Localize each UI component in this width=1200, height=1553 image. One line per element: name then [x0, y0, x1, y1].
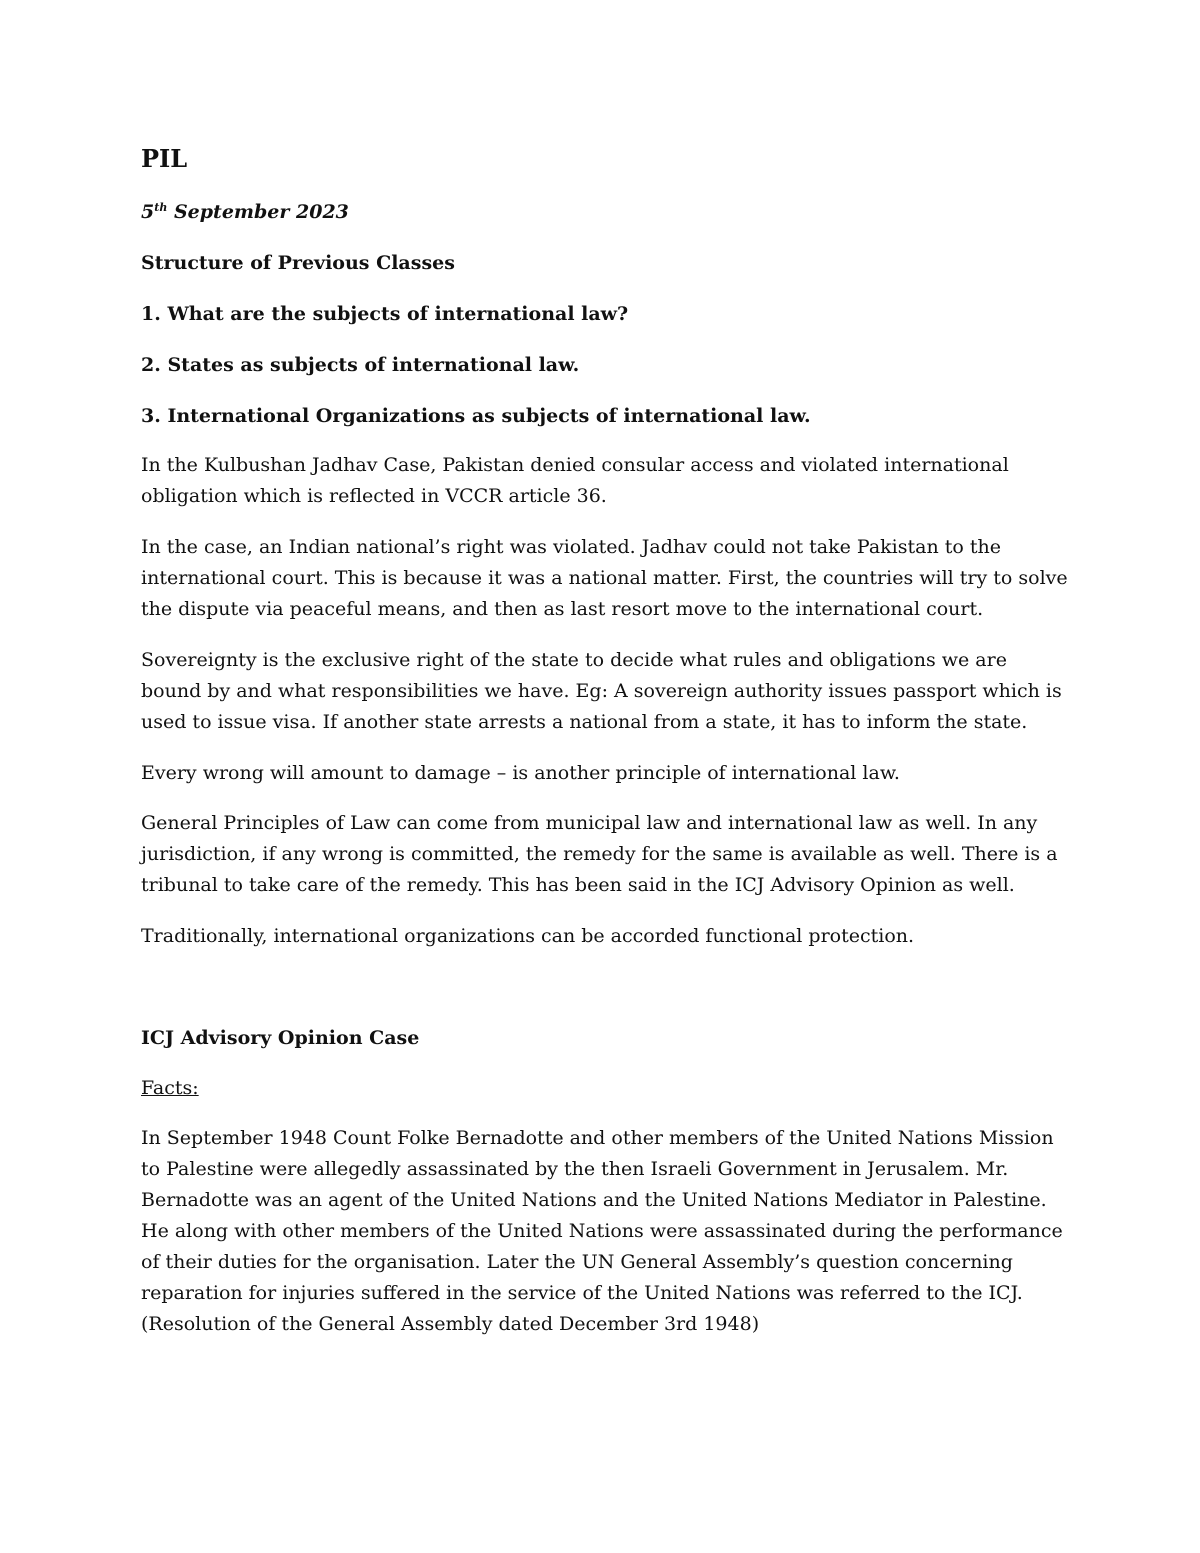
paragraph-national-right: In the case, an Indian national’s right was violated. Jadhav could not take Pakistan to the international court. This is because it was a national matter. First, the countries will try to solve the dispute via peaceful means, and then as last resort move to the international court. — [141, 536, 1068, 620]
document-title: PIL — [141, 144, 188, 173]
paragraph-functional-protection: Traditionally, international organizations can be accorded functional protection. — [141, 925, 915, 947]
date-day: 5 — [141, 201, 155, 223]
structure-item: 1. What are the subjects of international law? — [141, 303, 629, 325]
structure-item: 2. States as subjects of international law. — [141, 354, 580, 376]
paragraph-jadhav-case: In the Kulbushan Jadhav Case, Pakistan denied consular access and violated international obligation which is reflected in VCCR article 36. — [141, 454, 1009, 507]
structure-item: 3. International Organizations as subjects of international law. — [141, 405, 811, 427]
paragraph-facts: In September 1948 Count Folke Bernadotte and other members of the United Nations Mission to Palestine were allegedly assassinated by the then Israeli Government in Jerusalem. Mr. Bernadotte was an agent of the United Nations and the United Nations Mediator in Palestine. He along with other members of the United Nations were assassinated during the performance of their duties for the organisation. Later the UN General Assembly’s question concerning reparation for injuries suffered in the service of the United Nations was referred to the ICJ. (Resolution of the General Assembly dated December 3rd 1948) — [141, 1127, 1063, 1335]
date-suffix: th — [154, 201, 168, 214]
case-heading: ICJ Advisory Opinion Case — [141, 1027, 420, 1049]
facts-label: Facts: — [141, 1077, 199, 1099]
paragraph-general-principles: General Principles of Law can come from municipal law and international law as well. In any jurisdiction, if any wrong is committed, the remedy for the same is available as well. There is a tribunal to take care of the remedy. This has been said in the ICJ Advisory Opinion as well. — [141, 812, 1058, 896]
paragraph-sovereignty: Sovereignty is the exclusive right of the state to decide what rules and obligations we are bound by and what responsibilities we have. Eg: A sovereign authority issues passport which is used to issue visa. If another state arrests a national from a state, it has to inform the state. — [141, 649, 1062, 733]
date-month-year: September 2023 — [167, 201, 349, 223]
structure-heading: Structure of Previous Classes — [141, 252, 455, 274]
lecture-date — [141, 198, 349, 226]
paragraph-wrong-damage: Every wrong will amount to damage – is another principle of international law. — [141, 762, 900, 784]
